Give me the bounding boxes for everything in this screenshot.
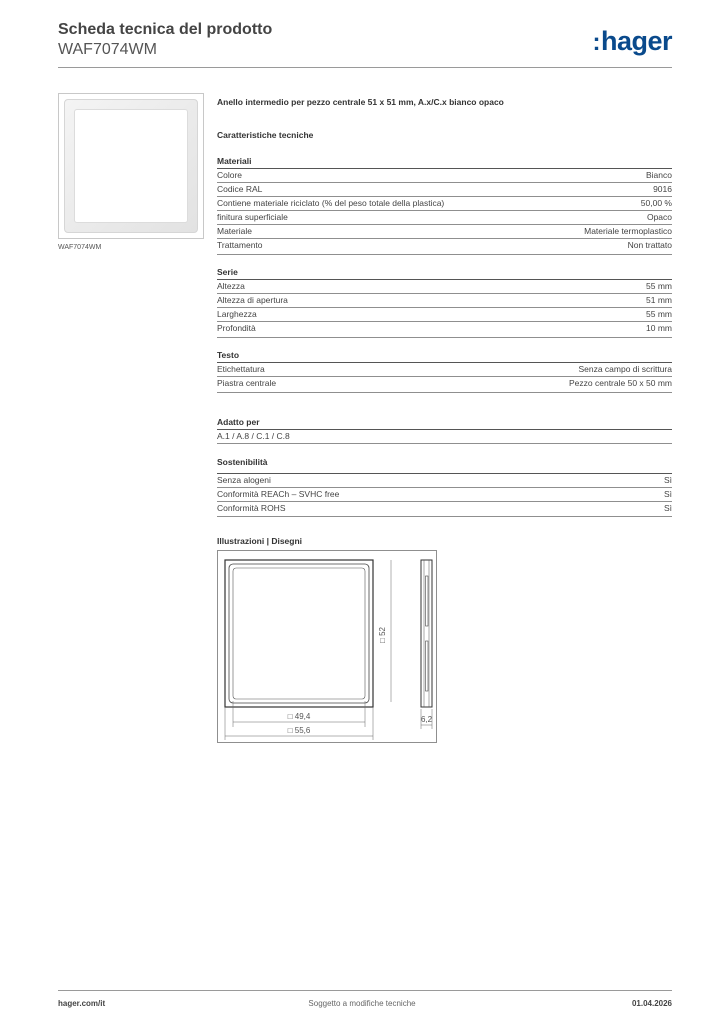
section-title-materiali: Materiali [217,156,252,166]
logo-mark: : [592,29,600,56]
product-image [58,93,204,239]
document-header [58,20,272,60]
spec-row: Conformità REACh – SVHC free Sì [217,489,672,499]
spec-row: Trattamento Non trattato [217,240,672,250]
spec-row: Senza alogeni Sì [217,475,672,485]
technical-drawing [217,550,437,743]
footer-note: Soggetto a modifiche tecniche [308,999,416,1008]
hager-logo [592,26,672,58]
header-divider [58,67,672,68]
frame-inner [74,109,188,223]
spec-row: Altezza 55 mm [217,281,672,291]
spec-row: Materiale Materiale termoplastico [217,226,672,236]
front-frame-edge [229,564,369,703]
footer-date: 01.04.2026 [631,999,672,1008]
spec-row: Contiene materiale riciclato (% del peso totale della plastica) 50,00 % [217,198,672,208]
spec-row: Larghezza 55 mm [217,309,672,319]
dim-inner-width: □ 49,4 [287,712,311,721]
footer-website: hager.com/it [58,999,106,1008]
spec-row: Profondità 10 mm [217,323,672,333]
spec-row: finitura superficiale Opaco [217,212,672,222]
dim-outer-width: □ 55,6 [287,726,311,735]
footer-divider [58,990,672,991]
section-title-sostenibilita: Sostenibilità [217,457,268,467]
drawings-title: Illustrazioni | Disegni [217,536,303,546]
side-clip-bottom [426,641,429,691]
side-clip-top [426,576,429,626]
tech-heading: Caratteristiche tecniche [217,130,314,140]
spec-row: A.1 / A.8 / C.1 / C.8 [217,429,672,443]
front-inner-edge [233,568,365,699]
section-divider [217,443,672,444]
technical-drawing-svg [218,551,438,744]
section-divider [217,254,672,255]
section-title-adatto: Adatto per [217,417,260,427]
section-divider [217,337,672,338]
front-outer-edge [225,560,373,707]
spec-row: Codice RAL 9016 [217,184,672,194]
document-title: Scheda tecnica del prodotto [58,21,273,38]
frame-outer [64,99,198,233]
product-code: WAF7074WM [58,41,157,58]
section-title-testo: Testo [217,350,240,360]
product-description: Anello intermedio per pezzo centrale 51 x 51 mm, A.x/C.x bianco opaco [217,97,504,107]
side-view-outline [421,560,432,707]
spec-row: Conformità ROHS Sì [217,503,672,513]
section-divider [217,392,672,393]
product-image-caption: WAF7074WM [58,244,102,251]
dim-height: □ 52 [378,627,387,643]
spec-row: Etichettatura Senza campo di scrittura [217,364,672,374]
spec-row: Colore Bianco [217,170,672,180]
spec-row: Piastra centrale Pezzo centrale 50 x 50 mm [217,378,672,388]
section-title-serie: Serie [217,267,238,277]
dim-depth: 6,2 [420,715,433,724]
logo-text: hager [600,26,672,56]
section-divider [217,516,672,517]
spec-row: Altezza di apertura 51 mm [217,295,672,305]
